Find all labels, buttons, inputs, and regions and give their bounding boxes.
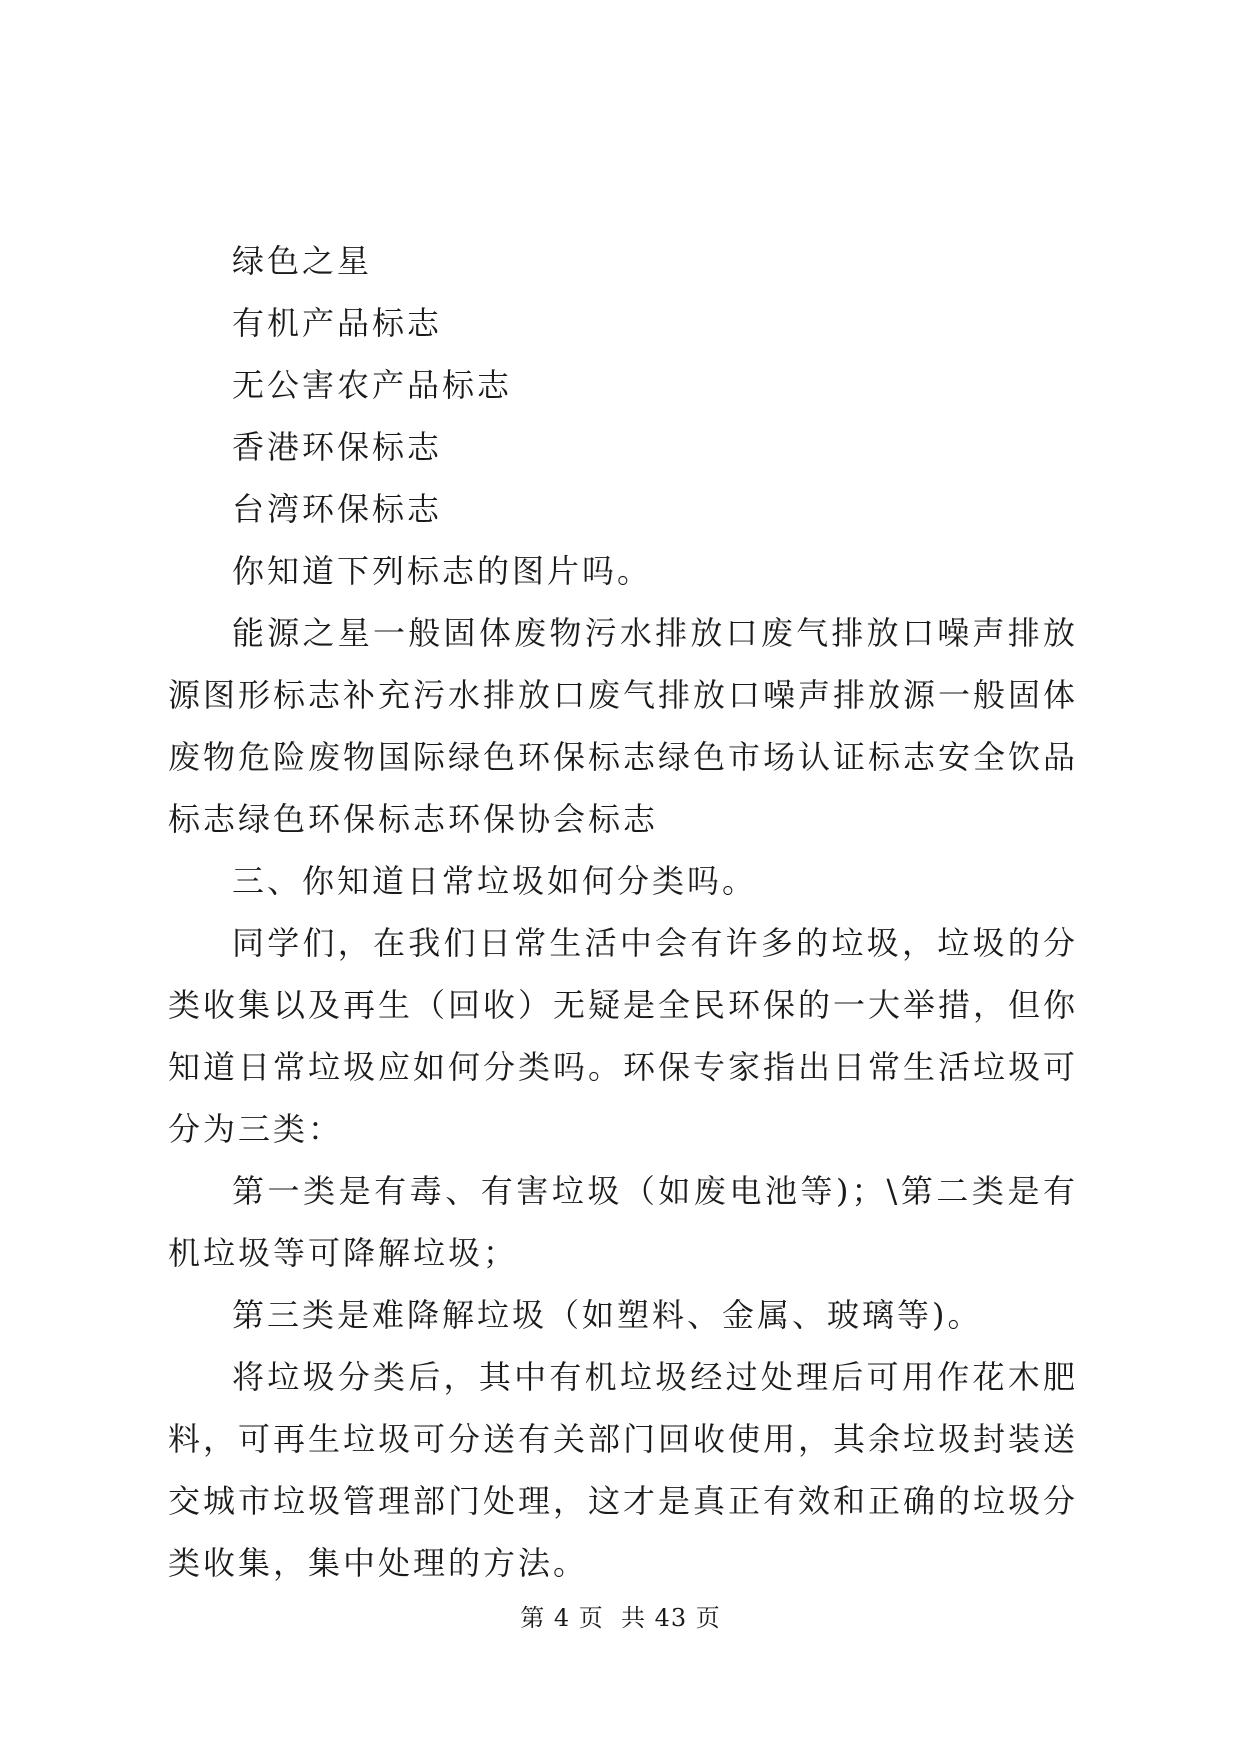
section-heading: 三、你知道日常垃圾如何分类吗。 (232, 862, 758, 900)
paragraph: 能源之星一般固体废物污水排放口废气排放口噪声排放源图形标志补充污水排放口废气排放口噪声排放源一般固体废物危险废物国际绿色环保标志绿色市场认证标志安全饮品标志绿色环保标志环保协会标志 (168, 614, 1079, 838)
paragraph: 有机产品标志 (232, 304, 443, 342)
document-body (168, 230, 1078, 1594)
page-number: 第 4 页 共 43 页 (520, 1604, 721, 1632)
paragraph: 香港环保标志 (232, 428, 443, 466)
paragraph: 台湾环保标志 (232, 490, 443, 528)
page-footer (0, 1603, 1241, 1633)
paragraph: 你知道下列标志的图片吗。 (232, 552, 653, 590)
paragraph: 无公害农产品标志 (232, 366, 513, 404)
paragraph: 将垃圾分类后，其中有机垃圾经过处理后可用作花木肥料，可再生垃圾可分送有关部门回收使用，其余垃圾封装送交城市垃圾管理部门处理，这才是真正有效和正确的垃圾分类收集，集中处理的方法。 (168, 1358, 1079, 1582)
paragraph: 第三类是难降解垃圾（如塑料、金属、玻璃等)。 (232, 1296, 983, 1334)
paragraph: 绿色之星 (232, 242, 373, 280)
paragraph: 第一类是有毒、有害垃圾（如废电池等)；\第二类是有机垃圾等可降解垃圾； (168, 1172, 1078, 1272)
paragraph: 同学们，在我们日常生活中会有许多的垃圾，垃圾的分类收集以及再生（回收）无疑是全民环保的一大举措，但你知道日常垃圾应如何分类吗。环保专家指出日常生活垃圾可分为三类： (168, 924, 1079, 1148)
